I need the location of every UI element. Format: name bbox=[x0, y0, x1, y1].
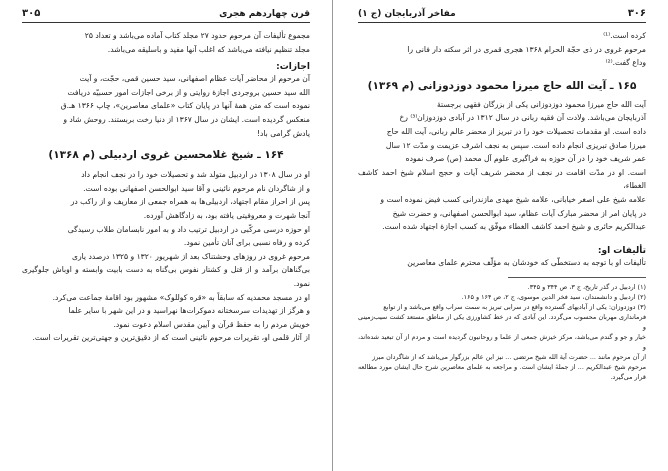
left-header-title: قرن چهاردهم هجری bbox=[219, 9, 310, 19]
footnote-divider bbox=[508, 277, 646, 278]
text-line: علامه شیخ علی اصغر خیابانی، علامه شیخ مهدی مازندرانی کسب فیض نموده است و bbox=[380, 194, 646, 204]
right-header-title: مفاخر آذربایجان (ج ۱) bbox=[358, 9, 456, 19]
text-line: داده است. او مقدمات تحصیلات خود را در تبریز از محضر عالم ربانی، آیت الله حاج bbox=[386, 126, 646, 136]
text-line: کرده و رفاه نسبی برای آنان تأمین نمود. bbox=[183, 238, 310, 248]
text-line: خویش مردم را به حفظ قرآن و آیین مقدس اسلام دعوت نمود. bbox=[113, 319, 310, 329]
text-line: بی‌گناهان برآمد و از قتل و کشتار نفوس بی‌گناه به دست بابیت وابسته و اوباش جلوگیری نمود. bbox=[22, 265, 310, 288]
text-line: مجلد تنظیم نیافته می‌باشد که اغلب آنها مفید و باسلیقه می‌باشد. bbox=[107, 44, 310, 54]
continuation-paragraph bbox=[358, 29, 646, 70]
right-page-header bbox=[358, 8, 646, 23]
text-line: آذربایجان می‌باشد. ولادت آن فقیه ربانی در سال ۱۳۱۲ در آبادی دوزدوزان⁽³⁾ رخ bbox=[399, 113, 646, 123]
footnote-line: (۱) اردبیل در گذر تاریخ، ج ۳، ص ۳۴۴ و ۳۴۵. bbox=[527, 283, 646, 292]
section-title-164: ۱۶۴ ـ شیخ غلامحسین غروی اردبیلی (م ۱۳۶۸) bbox=[48, 149, 284, 162]
text-line: آیت الله حاج میرزا محمود دوزدوزانی یکی از بزرگان فقهی برجستهٔ bbox=[436, 99, 646, 109]
text-line: مجموع تألیفات آن مرحوم حدود ۲۷ مجلد کتاب آماده می‌باشد و تعداد ۲۵ bbox=[84, 31, 310, 40]
text-line: او حوزه درسی مرکّبی در اردبیل ترتیب داد و به امور نابسامان طلاب رسیدگی bbox=[67, 224, 310, 234]
section-title-165: ۱۶۵ ـ آیت الله حاج میرزا محمود دوزدوزانی (م ۱۳۶۹) bbox=[367, 79, 637, 92]
text-line: وداع گفت.⁽²⁾ bbox=[605, 58, 646, 68]
footnote-line: (۳) دوزدوزان: یکی از آبادیهای گسترده واقع در سرابی تبریز به سمت سراب واقع می‌باشد و از توابع bbox=[383, 303, 646, 312]
footnote-line: از آن مرحوم مانند ... حضرت آیة الله شیخ مرتضی ... نیز این عالم بزرگوار می‌باشد که از شاگردان مبرز bbox=[372, 353, 646, 362]
biography-165 bbox=[358, 98, 646, 234]
text-line: او در سال ۱۳۰۸ در اردبیل متولد شد و تحصیلات خود را در نجف انجام داد bbox=[81, 170, 310, 180]
text-line: در پایان امر از محضر مبارک آیات عظام، سید ابوالحسن اصفهانی، و حضرت شیخ bbox=[392, 208, 646, 218]
text-line: و هرگز از تهدیدات سرسختانه دموکرات‌ها نهراسید و در این شهر با سایر علما bbox=[68, 306, 310, 316]
text-line: یادش گرامی باد! bbox=[256, 128, 310, 138]
text-line: کرده است.⁽¹⁾ bbox=[603, 31, 646, 40]
biography-164 bbox=[22, 168, 310, 345]
text-line: پس از احراز مقام اجتهاد، اردبیلی‌ها به همراه جمعی از معاریف و از راکب در bbox=[70, 197, 310, 207]
text-line: منعکس گردیده است. ایشان در سال ۱۳۶۷ از دنیا رخت بربستند. روحش شاد و bbox=[63, 114, 310, 124]
footnote-line: (۲) اردبیل و دانشمندان، سید فخر الدین موسوی، ج ۲، ص ۱۶۴ و ۱۶۵. bbox=[461, 293, 646, 302]
right-page bbox=[336, 0, 668, 471]
works-line: تألیفات او با توجه به دستخطّی که خودشان به مؤلّف محترم علمای معاصرین bbox=[407, 257, 646, 267]
footnotes bbox=[358, 282, 646, 382]
right-page-number: ۳۰۶ bbox=[627, 8, 646, 19]
text-line: است. او در مدّت اقامت در نجف از محضر شریف آیات و حجج اسلام شیخ احمد کاشف الغطاء، bbox=[358, 167, 646, 191]
footnote-line: مرحوم شیخ عبدالکریم ... از جملهٔ ایشان است. و مراجعه به علمای معاصرین شرح حال ایشان مورد مطالعه قرار می‌گیرد. bbox=[358, 363, 646, 382]
left-page-header bbox=[22, 8, 310, 23]
ijazat-paragraph bbox=[22, 72, 310, 140]
text-line: عمر شریف خود را در آن حوزه به فراگیری علوم آل محمد (ص) صرف نموده bbox=[405, 154, 646, 164]
left-page bbox=[0, 0, 333, 471]
text-line: آن مرحوم از محاضر آیات عظام اصفهانی، سید حسین قمی، حجّت، و آیت bbox=[79, 74, 310, 84]
works-heading: تألیفات او: bbox=[597, 245, 646, 256]
left-page-number: ۳۰۵ bbox=[22, 8, 41, 19]
left-intro-paragraph bbox=[22, 29, 310, 56]
text-line: میرزا صادق تبریزی انجام داده است. سپس به نجف اشرف عزیمت و مدّت ۱۲ سال bbox=[385, 140, 646, 150]
text-line: از آثار قلمی او، تقریرات مرحوم نائینی است که از دقیق‌ترین و جهتی‌ترین تقریرات است. bbox=[32, 333, 310, 343]
text-line: او در مسجد محمدیه که سابقاً به «قره کوللوک» مشهور بود اقامهٔ جماعت می‌کرد. bbox=[52, 292, 310, 302]
ijazat-heading: اجازات: bbox=[276, 62, 310, 73]
footnote-line: فرمانداری مهربان محسوب می‌گردد. این آبادی که در خط کشاورزی یکی از مناطق مستعد کشت سیب‌زمینی و bbox=[358, 313, 646, 332]
text-line: مرحوم غروی در روزهای وحشتناک بعد از شهریور ۱۳۲۰ و ۱۳۲۵ درصدد یاری bbox=[72, 251, 310, 261]
footnote-line: خیار و جو و گندم می‌باشد، مرکز خیزش جمعی از علما و روحانیون گردیده است و مردم از آن تبعید شده‌اند، و bbox=[358, 333, 646, 352]
text-line: الله سید حسین بروجردی اجازهٔ روایتی و از برخی اجازات امور حسبیّه دریافت bbox=[67, 87, 310, 97]
text-line: نموده است که متن همهٔ آنها در پایان کتاب «علمای معاصرین»، چاپ ۱۳۶۶ هـ.ق bbox=[60, 101, 310, 111]
text-line: عبدالکریم حائری و شیخ احمد کاشف الغطاء موفّق به کسب اجازهٔ اجتهاد شده است. bbox=[382, 222, 646, 232]
text-line: و از شاگردان نام مرحوم نائینی و آقا سید ابوالحسن اصفهانی بوده است. bbox=[83, 183, 310, 193]
text-line: آنجا شهرت و معروفیتی یافته بود، به زادگاهش آورده. bbox=[143, 210, 310, 220]
text-line: مرحوم غروی در ذی حجّة الحرام ۱۳۶۸ هجری قمری در اثر سکته دار فانی را bbox=[407, 44, 646, 54]
